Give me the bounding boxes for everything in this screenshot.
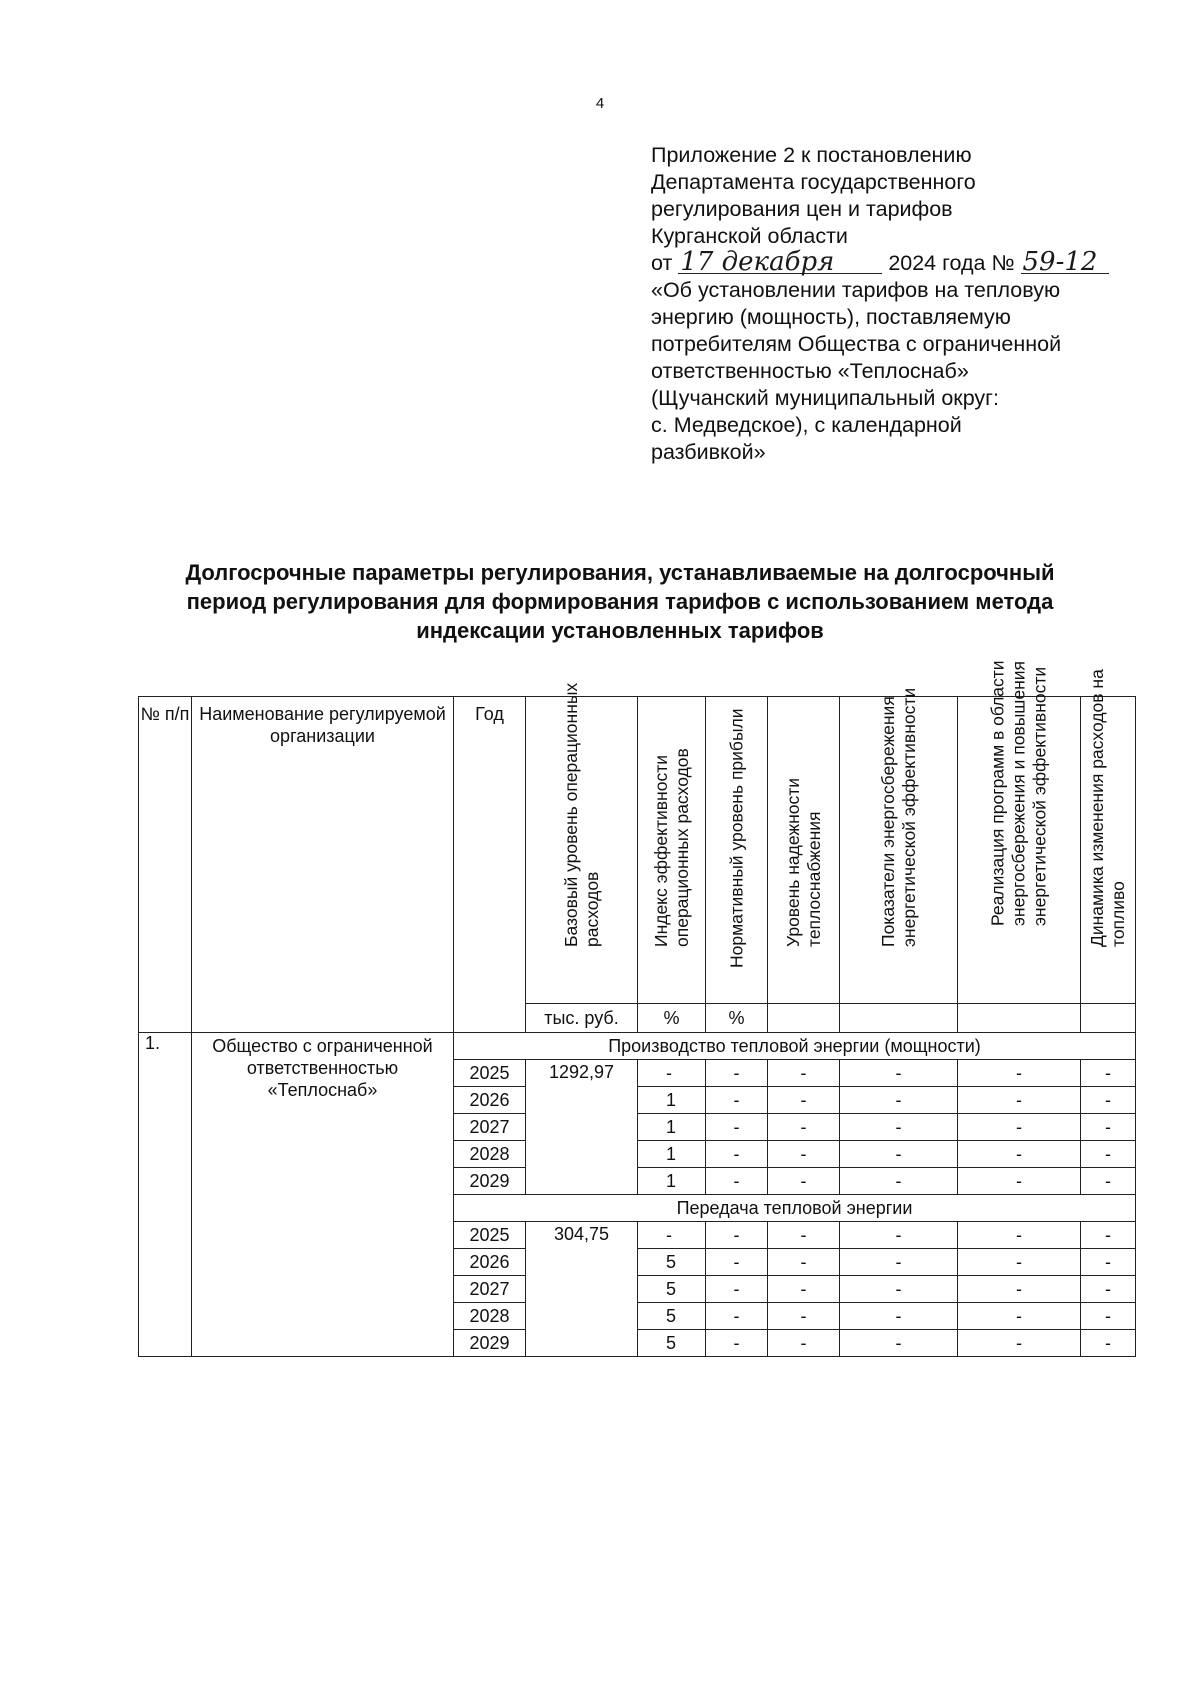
- appendix-subject-line: ответственностью «Теплоснаб»: [651, 359, 969, 383]
- org-name: Общество с ограниченной ответственностью «Теплоснаб»: [192, 1033, 454, 1357]
- cell-programs: -: [958, 1168, 1081, 1195]
- cell-year: 2028: [454, 1303, 526, 1330]
- appendix-subject-line: разбивкой»: [651, 440, 766, 464]
- appendix-date-line: [651, 247, 1151, 277]
- header-org: Наименование регулируемой организации: [192, 697, 454, 1033]
- cell-energy: -: [840, 1330, 958, 1357]
- cell-fuel: -: [1081, 1141, 1136, 1168]
- cell-index: -: [638, 1222, 706, 1249]
- org-number: 1.: [139, 1033, 192, 1357]
- cell-profit: -: [706, 1114, 768, 1141]
- cell-year: 2029: [454, 1168, 526, 1195]
- cell-profit: -: [706, 1168, 768, 1195]
- cell-reliability: -: [768, 1060, 840, 1087]
- cell-energy: -: [840, 1060, 958, 1087]
- unit-empty: [958, 1004, 1081, 1033]
- unit-empty: [840, 1004, 958, 1033]
- handwritten-number: 59-12: [1021, 251, 1109, 274]
- cell-reliability: -: [768, 1276, 840, 1303]
- cell-index: 1: [638, 1141, 706, 1168]
- header-row: [139, 697, 1136, 1004]
- cell-profit: -: [706, 1087, 768, 1114]
- cell-reliability: -: [768, 1141, 840, 1168]
- cell-year: 2027: [454, 1114, 526, 1141]
- cell-fuel: -: [1081, 1249, 1136, 1276]
- header-energy-indicators: Показатели энергосбережения энергетической эффективности: [840, 697, 958, 1004]
- cell-base: 304,75: [526, 1222, 638, 1357]
- appendix-line: регулирования цен и тарифов: [651, 197, 953, 221]
- cell-year: 2026: [454, 1087, 526, 1114]
- appendix-subject-line: энергию (мощность), поставляемую: [651, 305, 1011, 329]
- cell-year: 2027: [454, 1276, 526, 1303]
- header-year: Год: [454, 697, 526, 1033]
- cell-programs: -: [958, 1114, 1081, 1141]
- cell-fuel: -: [1081, 1087, 1136, 1114]
- cell-reliability: -: [768, 1087, 840, 1114]
- cell-reliability: -: [768, 1114, 840, 1141]
- header-profit: Нормативный уровень прибыли: [706, 697, 768, 1004]
- cell-energy: -: [840, 1276, 958, 1303]
- appendix-subject-line: (Щучанский муниципальный округ:: [651, 386, 999, 410]
- cell-reliability: -: [768, 1249, 840, 1276]
- unit-index: %: [638, 1004, 706, 1033]
- cell-fuel: -: [1081, 1060, 1136, 1087]
- cell-programs: -: [958, 1060, 1081, 1087]
- section-title: Передача тепловой энергии: [454, 1195, 1136, 1222]
- header-index: Индекс эффективности операционных расходов: [638, 697, 706, 1004]
- cell-index: 1: [638, 1087, 706, 1114]
- section-title-row: [139, 1033, 1136, 1060]
- cell-profit: -: [706, 1330, 768, 1357]
- cell-energy: -: [840, 1087, 958, 1114]
- year-text: 2024 года №: [888, 251, 1015, 275]
- cell-profit: -: [706, 1141, 768, 1168]
- unit-empty: [1081, 1004, 1136, 1033]
- cell-energy: -: [840, 1222, 958, 1249]
- cell-programs: -: [958, 1222, 1081, 1249]
- cell-index: 1: [638, 1114, 706, 1141]
- cell-fuel: -: [1081, 1330, 1136, 1357]
- unit-empty: [768, 1004, 840, 1033]
- cell-energy: -: [840, 1168, 958, 1195]
- header-programs: Реализация программ в области энергосбережения и повышения энергетической эффективности: [958, 697, 1081, 1004]
- unit-profit: %: [706, 1004, 768, 1033]
- cell-energy: -: [840, 1141, 958, 1168]
- title-line: Долгосрочные параметры регулирования, устанавливаемые на долгосрочный: [185, 560, 1055, 585]
- cell-programs: -: [958, 1303, 1081, 1330]
- cell-reliability: -: [768, 1330, 840, 1357]
- cell-profit: -: [706, 1249, 768, 1276]
- cell-year: 2025: [454, 1060, 526, 1087]
- cell-fuel: -: [1081, 1276, 1136, 1303]
- unit-base: тыс. руб.: [526, 1004, 638, 1033]
- cell-fuel: -: [1081, 1114, 1136, 1141]
- cell-energy: -: [840, 1303, 958, 1330]
- cell-programs: -: [958, 1141, 1081, 1168]
- appendix-subject-line: «Об установлении тарифов на тепловую: [651, 278, 1061, 302]
- header-base: Базовый уровень операционных расходов: [526, 697, 638, 1004]
- cell-year: 2028: [454, 1141, 526, 1168]
- cell-index: 1: [638, 1168, 706, 1195]
- cell-profit: -: [706, 1060, 768, 1087]
- cell-profit: -: [706, 1303, 768, 1330]
- cell-fuel: -: [1081, 1168, 1136, 1195]
- cell-index: 5: [638, 1249, 706, 1276]
- appendix-line: Приложение 2 к постановлению: [651, 143, 972, 167]
- title-line: период регулирования для формирования тарифов с использованием метода: [186, 589, 1054, 614]
- document-title: [120, 558, 1120, 645]
- cell-year: 2029: [454, 1330, 526, 1357]
- cell-base: 1292,97: [526, 1060, 638, 1195]
- cell-year: 2026: [454, 1249, 526, 1276]
- cell-profit: -: [706, 1276, 768, 1303]
- appendix-line: Департамента государственного: [651, 170, 976, 194]
- cell-reliability: -: [768, 1303, 840, 1330]
- appendix-line: Курганской области: [651, 224, 848, 248]
- cell-programs: -: [958, 1276, 1081, 1303]
- handwritten-date: 17 декабря: [678, 251, 882, 274]
- cell-reliability: -: [768, 1168, 840, 1195]
- cell-energy: -: [840, 1249, 958, 1276]
- cell-programs: -: [958, 1330, 1081, 1357]
- header-reliability: Уровень надежности теплоснабжения: [768, 697, 840, 1004]
- cell-programs: -: [958, 1087, 1081, 1114]
- cell-index: 5: [638, 1303, 706, 1330]
- cell-index: 5: [638, 1330, 706, 1357]
- date-prefix: от: [651, 251, 673, 275]
- cell-year: 2025: [454, 1222, 526, 1249]
- cell-index: -: [638, 1060, 706, 1087]
- cell-index: 5: [638, 1276, 706, 1303]
- appendix-subject-line: потребителям Общества с ограниченной: [651, 332, 1062, 356]
- header-fuel: Динамика изменения расходов на топливо: [1081, 697, 1136, 1004]
- cell-reliability: -: [768, 1222, 840, 1249]
- page-number: 4: [595, 95, 605, 112]
- appendix-subject-line: с. Медведское), с календарной: [651, 413, 962, 437]
- appendix-block: [651, 142, 1151, 466]
- section-title: Производство тепловой энергии (мощности): [454, 1033, 1136, 1060]
- cell-energy: -: [840, 1114, 958, 1141]
- title-line: индексации установленных тарифов: [416, 618, 824, 643]
- cell-programs: -: [958, 1249, 1081, 1276]
- cell-fuel: -: [1081, 1222, 1136, 1249]
- header-num: № п/п: [139, 697, 192, 1033]
- parameters-table: [138, 660, 1136, 1357]
- cell-fuel: -: [1081, 1303, 1136, 1330]
- cell-profit: -: [706, 1222, 768, 1249]
